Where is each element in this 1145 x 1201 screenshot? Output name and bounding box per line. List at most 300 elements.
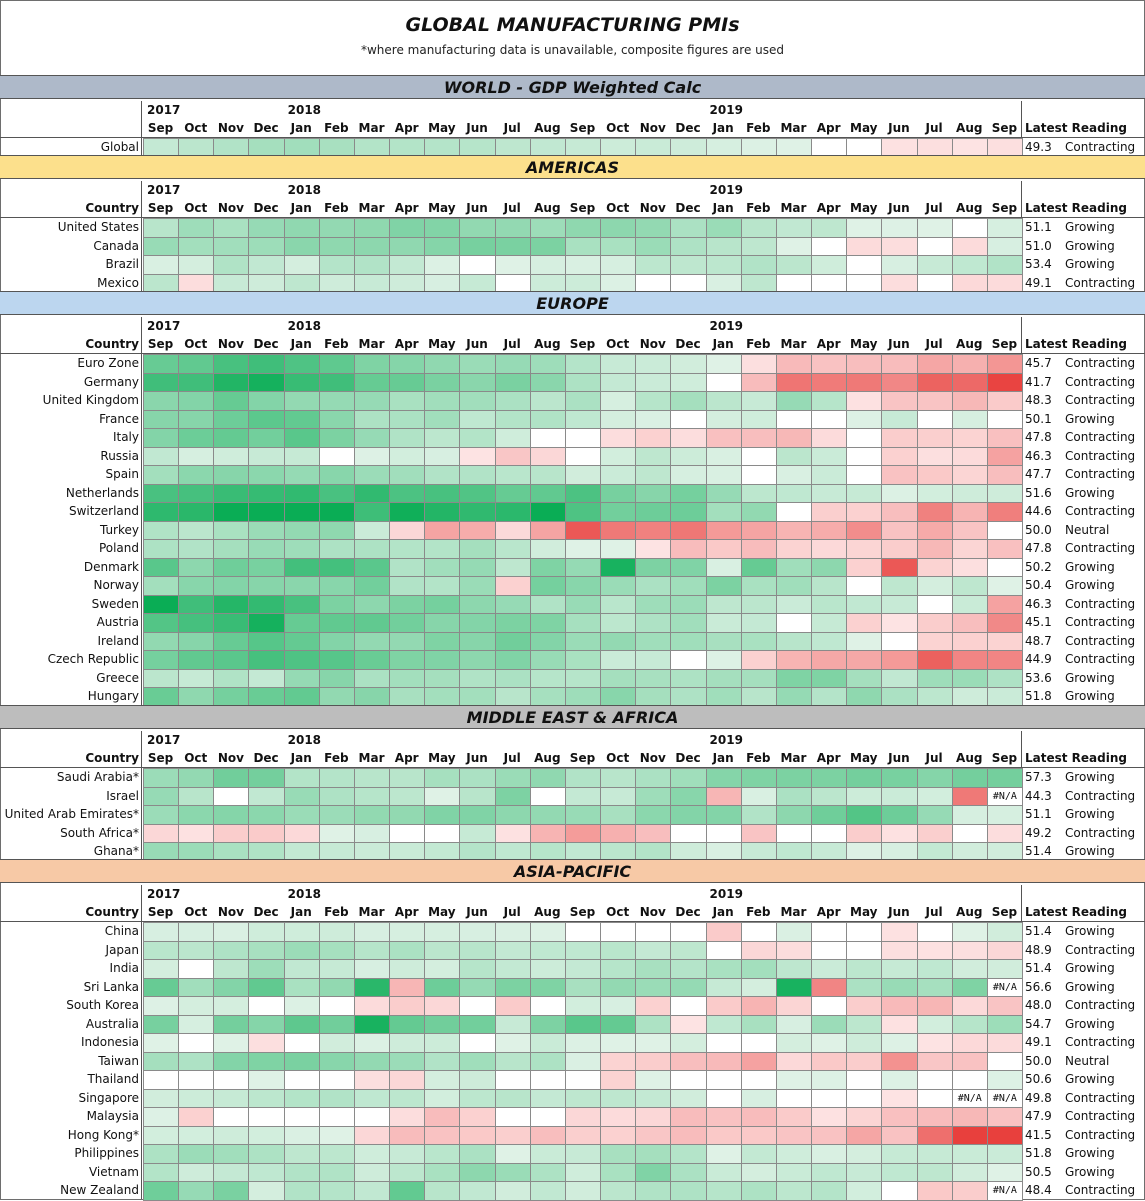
heatmap-cell: [495, 1181, 531, 1201]
heatmap-cell: [635, 768, 671, 788]
heatmap-cell: [213, 354, 249, 374]
heatmap-cell: [248, 805, 284, 825]
heatmap-cell: [284, 1033, 320, 1053]
year-label: 2019: [709, 887, 743, 901]
heatmap-cell: [213, 1015, 249, 1035]
month-tick-label: Nov: [639, 121, 666, 135]
heatmap-cell: [952, 959, 988, 979]
heatmap-cell: [284, 237, 320, 257]
heatmap-cell: [143, 978, 179, 998]
month-tick-label: Apr: [394, 121, 419, 135]
status-label: Growing: [1065, 578, 1115, 592]
heatmap-cell: [213, 922, 249, 942]
heatmap-cell: [178, 521, 214, 541]
heatmap-cell: [741, 1181, 777, 1201]
heatmap-cell: [811, 805, 847, 825]
heatmap-cell: [846, 558, 882, 578]
heatmap-cell: [811, 595, 847, 615]
month-tick-label: Sep: [147, 905, 174, 919]
country-label: Japan: [105, 942, 139, 957]
heatmap-cell: [881, 521, 917, 541]
heatmap-cell: [178, 465, 214, 485]
heatmap-cell: [881, 941, 917, 961]
heatmap-cell: [741, 391, 777, 411]
heatmap-cell: [530, 824, 566, 844]
heatmap-cell: [706, 687, 742, 707]
heatmap-cell: [670, 502, 706, 522]
country-label: Sri Lanka: [83, 979, 139, 994]
status-label: Growing: [1065, 770, 1115, 784]
heatmap-cell: [600, 558, 636, 578]
heatmap-cell: [178, 558, 214, 578]
country-label: Hong Kong*: [67, 1127, 139, 1142]
latest-value: 49.3: [1025, 140, 1052, 154]
heatmap-cell: [670, 521, 706, 541]
heatmap-cell: [213, 650, 249, 670]
heatmap-cell: [178, 502, 214, 522]
heatmap-cell: [143, 465, 179, 485]
month-tick-label: Jan: [290, 121, 312, 135]
heatmap-cell: [495, 558, 531, 578]
heatmap-cell: [143, 373, 179, 393]
heatmap-cell: [424, 1163, 460, 1183]
heatmap-cell: [213, 941, 249, 961]
status-label: Growing: [1065, 559, 1115, 574]
heatmap-cell: [565, 484, 601, 504]
heatmap-cell: [952, 922, 988, 942]
month-tick-label: Jun: [466, 905, 488, 919]
year-label: 2019: [709, 103, 743, 117]
heatmap-cell: [917, 521, 953, 541]
heatmap-cell: [881, 1052, 917, 1072]
month-tick-label: May: [428, 751, 456, 765]
heatmap-cell: [952, 1126, 988, 1146]
heatmap-cell: [319, 237, 355, 257]
month-tick-label: Mar: [780, 121, 807, 135]
heatmap-cell: [706, 959, 742, 979]
heatmap-cell: [459, 410, 495, 430]
heatmap-cell: [143, 613, 179, 633]
heatmap-cell: [881, 447, 917, 467]
heatmap-cell: [459, 978, 495, 998]
heatmap-cell: [424, 1089, 460, 1109]
heatmap-cell: [248, 632, 284, 652]
heatmap-cell: [952, 805, 988, 825]
heatmap-cell: [565, 959, 601, 979]
heatmap-cell: [213, 595, 249, 615]
heatmap-cell: [213, 521, 249, 541]
heatmap-cell: [354, 218, 390, 238]
heatmap-cell: [987, 687, 1023, 707]
heatmap-cell: [143, 558, 179, 578]
heatmap-cell: [811, 465, 847, 485]
heatmap-cell: [776, 1033, 812, 1053]
heatmap-cell: [284, 613, 320, 633]
heatmap-cell: [424, 996, 460, 1016]
country-label: India: [109, 961, 139, 975]
heatmap-cell: [600, 255, 636, 275]
heatmap-cell: [389, 824, 425, 844]
month-tick-label: Oct: [606, 121, 630, 135]
month-tick-label: May: [850, 751, 878, 765]
heatmap-cell: [917, 922, 953, 942]
heatmap-cell: [776, 1107, 812, 1127]
section-band: WORLD - GDP Weighted Calc: [0, 75, 1145, 99]
heatmap-cell: [846, 650, 882, 670]
heatmap-cell: [213, 805, 249, 825]
heatmap-cell: [741, 978, 777, 998]
heatmap-cell: [987, 613, 1023, 633]
month-tick-label: Feb: [324, 201, 349, 215]
heatmap-cell: [248, 558, 284, 578]
heatmap-cell: [987, 824, 1023, 844]
heatmap-cell: [389, 687, 425, 707]
country-label: Taiwan: [98, 1053, 139, 1068]
latest-value: 50.0: [1025, 1053, 1052, 1068]
month-tick-label: Dec: [675, 905, 701, 919]
heatmap-cell: [143, 787, 179, 807]
country-label: Turkey: [99, 522, 139, 537]
heatmap-cell: [424, 978, 460, 998]
heatmap-cell: [495, 1089, 531, 1109]
heatmap-cell: [459, 1089, 495, 1109]
heatmap-cell: [178, 539, 214, 559]
heatmap-cell: [495, 576, 531, 596]
heatmap-cell: [213, 237, 249, 257]
heatmap-cell: [952, 1144, 988, 1164]
latest-value: 57.3: [1025, 770, 1052, 784]
latest-value: 41.5: [1025, 1127, 1052, 1142]
heatmap-cell: [917, 255, 953, 275]
heatmap-cell: [354, 428, 390, 448]
status-label: Growing: [1065, 1072, 1115, 1086]
heatmap-cell: [776, 613, 812, 633]
heatmap-cell: [811, 996, 847, 1016]
heatmap-cell: [459, 1070, 495, 1090]
heatmap-cell: [319, 521, 355, 541]
heatmap-cell: [178, 218, 214, 238]
heatmap-cell: [987, 922, 1023, 942]
country-label: Switzerland: [69, 504, 139, 518]
heatmap-cell: [776, 354, 812, 374]
month-tick-label: Jan: [290, 751, 312, 765]
heatmap-cell: [495, 465, 531, 485]
heatmap-cell: [881, 1089, 917, 1109]
heatmap-cell: [389, 613, 425, 633]
heatmap-cell: [178, 1126, 214, 1146]
heatmap-cell: [530, 391, 566, 411]
heatmap-cell: [389, 1126, 425, 1146]
heatmap-cell: [776, 465, 812, 485]
heatmap-cell: [530, 1052, 566, 1072]
heatmap-cell: [284, 824, 320, 844]
heatmap-cell: [354, 521, 390, 541]
heatmap-cell: [213, 959, 249, 979]
status-label: Contracting: [1065, 275, 1136, 290]
heatmap-cell: [917, 996, 953, 1016]
year-label: 2018: [287, 183, 322, 197]
heatmap-cell: [143, 996, 179, 1016]
heatmap-cell: [178, 941, 214, 961]
heatmap-cell: [706, 410, 742, 430]
month-tick-label: Jan: [290, 201, 312, 215]
latest-value: 49.1: [1025, 1035, 1052, 1049]
heatmap-cell: [706, 576, 742, 596]
heatmap-cell: [213, 787, 249, 807]
heatmap-cell: [319, 447, 355, 467]
heatmap-cell: [600, 1107, 636, 1127]
heatmap-cell: [635, 484, 671, 504]
country-label: Canada: [93, 238, 139, 253]
heatmap-cell: [565, 669, 601, 689]
heatmap-cell: [706, 521, 742, 541]
heatmap-cell: [459, 632, 495, 652]
heatmap-cell: [917, 218, 953, 238]
heatmap-cell: [776, 373, 812, 393]
heatmap-cell: [600, 218, 636, 238]
heatmap-cell: [495, 428, 531, 448]
heatmap-cell: [881, 824, 917, 844]
latest-reading-header: Latest Reading: [1025, 905, 1127, 919]
heatmap-cell: [565, 354, 601, 374]
heatmap-cell: [635, 669, 671, 689]
heatmap-cell: [248, 465, 284, 485]
heatmap-cell: [987, 1126, 1023, 1146]
month-tick-label: Nov: [217, 337, 244, 351]
heatmap-cell: [424, 373, 460, 393]
heatmap-cell: [354, 354, 390, 374]
heatmap-cell: [389, 465, 425, 485]
heatmap-cell: [670, 768, 706, 788]
heatmap-cell: [811, 539, 847, 559]
heatmap-cell: [354, 595, 390, 615]
month-tick-label: Jul: [503, 905, 521, 919]
country-label: Poland: [98, 541, 139, 555]
heatmap-cell: [706, 1070, 742, 1090]
latest-value: 45.7: [1025, 356, 1052, 370]
heatmap-cell: [319, 354, 355, 374]
latest-value: 51.8: [1025, 1146, 1052, 1160]
heatmap-cell: [354, 558, 390, 578]
heatmap-cell: [178, 484, 214, 504]
heatmap-cell: [495, 539, 531, 559]
heatmap-cell: [354, 632, 390, 652]
heatmap-cell: [495, 768, 531, 788]
heatmap-cell: [284, 1089, 320, 1109]
heatmap-cell: [987, 805, 1023, 825]
month-tick-label: Mar: [780, 905, 807, 919]
heatmap-cell: [811, 237, 847, 257]
latest-value: 48.7: [1025, 633, 1052, 648]
country-label: Australia: [85, 1016, 139, 1031]
heatmap-cell: [354, 484, 390, 504]
heatmap-cell: [319, 824, 355, 844]
heatmap-cell: [881, 1163, 917, 1183]
heatmap-cell: [143, 410, 179, 430]
heatmap-cell: [811, 521, 847, 541]
heatmap-cell: [600, 539, 636, 559]
month-tick-label: Jul: [503, 121, 521, 135]
heatmap-cell: [354, 959, 390, 979]
month-tick-label: Nov: [639, 201, 666, 215]
heatmap-cell: [495, 941, 531, 961]
heatmap-cell: [530, 502, 566, 522]
heatmap-cell: [389, 237, 425, 257]
heatmap-cell: [178, 354, 214, 374]
heatmap-cell: [530, 373, 566, 393]
heatmap-cell: [354, 1163, 390, 1183]
latest-value: 50.6: [1025, 1072, 1052, 1086]
heatmap-cell: [424, 805, 460, 825]
heatmap-cell: [670, 996, 706, 1016]
heatmap-cell: [424, 539, 460, 559]
heatmap-cell: [881, 410, 917, 430]
heatmap-cell: [143, 768, 179, 788]
heatmap-cell: [741, 824, 777, 844]
heatmap-cell: [459, 768, 495, 788]
heatmap-cell: [917, 1070, 953, 1090]
heatmap-cell: [881, 576, 917, 596]
heatmap-cell: [248, 768, 284, 788]
heatmap-cell: [354, 502, 390, 522]
heatmap-cell: [459, 354, 495, 374]
heatmap-cell: [881, 428, 917, 448]
heatmap-cell: [565, 632, 601, 652]
heatmap-cell: [776, 632, 812, 652]
heatmap-cell: [600, 996, 636, 1016]
heatmap-cell: [987, 996, 1023, 1016]
heatmap-cell: [354, 824, 390, 844]
month-tick-label: Sep: [147, 201, 174, 215]
heatmap-cell: [706, 237, 742, 257]
heatmap-cell: [952, 484, 988, 504]
heatmap-cell: [600, 447, 636, 467]
heatmap-cell: [670, 447, 706, 467]
heatmap-cell: [635, 521, 671, 541]
heatmap-cell: [459, 521, 495, 541]
month-tick-label: Sep: [147, 751, 174, 765]
month-tick-label: Jan: [712, 905, 734, 919]
heatmap-cell: [952, 687, 988, 707]
month-tick-label: Mar: [358, 905, 385, 919]
heatmap-cell: [284, 1144, 320, 1164]
heatmap-cell: [776, 484, 812, 504]
heatmap-cell: [776, 539, 812, 559]
heatmap-cell-na: #N/A: [987, 1181, 1023, 1201]
heatmap-cell: [952, 465, 988, 485]
status-label: Growing: [1065, 961, 1115, 975]
status-label: Growing: [1065, 485, 1115, 500]
heatmap-cell: [917, 391, 953, 411]
heatmap-cell: [459, 595, 495, 615]
latest-value: 44.6: [1025, 504, 1052, 518]
heatmap-cell: [846, 1163, 882, 1183]
heatmap-cell: [143, 824, 179, 844]
status-label: Contracting: [1065, 1127, 1136, 1142]
heatmap-cell: [424, 595, 460, 615]
month-tick-label: Jun: [466, 201, 488, 215]
heatmap-cell: [284, 669, 320, 689]
latest-value: 49.8: [1025, 1090, 1052, 1105]
month-tick-label: Oct: [606, 751, 630, 765]
heatmap-cell: [811, 391, 847, 411]
heatmap-cell: [952, 941, 988, 961]
latest-value: 51.1: [1025, 220, 1052, 234]
heatmap-cell: [846, 1033, 882, 1053]
status-label: Contracting: [1065, 1035, 1136, 1049]
heatmap-cell: [565, 539, 601, 559]
heatmap-cell: [741, 805, 777, 825]
heatmap-cell: [987, 465, 1023, 485]
heatmap-cell: [354, 373, 390, 393]
heatmap-cell: [319, 768, 355, 788]
heatmap-cell: [741, 428, 777, 448]
heatmap-cell: [635, 373, 671, 393]
heatmap-cell: [495, 632, 531, 652]
month-tick-label: Dec: [253, 201, 279, 215]
heatmap-cell: [530, 255, 566, 275]
heatmap-cell: [319, 959, 355, 979]
heatmap-cell: [389, 650, 425, 670]
heatmap-cell: [565, 502, 601, 522]
heatmap-cell: [143, 1163, 179, 1183]
heatmap-cell: [530, 1144, 566, 1164]
heatmap-cell: [776, 824, 812, 844]
heatmap-cell: [319, 978, 355, 998]
heatmap-cell: [846, 410, 882, 430]
heatmap-cell: [952, 218, 988, 238]
heatmap-cell: [600, 465, 636, 485]
latest-value: 54.7: [1025, 1016, 1052, 1031]
heatmap-cell: [670, 465, 706, 485]
year-label: 2017: [147, 319, 181, 333]
heatmap-cell: [495, 1163, 531, 1183]
heatmap-cell: [530, 805, 566, 825]
heatmap-cell: [670, 922, 706, 942]
country-column-header: Country: [85, 337, 139, 351]
heatmap-cell: [530, 1089, 566, 1109]
month-tick-label: Jul: [925, 905, 943, 919]
heatmap-cell: [143, 354, 179, 374]
heatmap-cell: [881, 1015, 917, 1035]
month-tick-label: Apr: [816, 905, 841, 919]
heatmap-cell: [776, 255, 812, 275]
heatmap-cell: [987, 502, 1023, 522]
country-label: Vietnam: [88, 1164, 139, 1179]
heatmap-cell: [600, 410, 636, 430]
heatmap-cell: [143, 1126, 179, 1146]
heatmap-cell: [424, 632, 460, 652]
heatmap-cell: [635, 391, 671, 411]
heatmap-cell: [952, 558, 988, 578]
heatmap-cell: [495, 650, 531, 670]
heatmap-cell: [987, 391, 1023, 411]
month-tick-label: May: [428, 337, 456, 351]
heatmap-cell: [987, 669, 1023, 689]
heatmap-cell: [846, 1181, 882, 1201]
heatmap-cell: [319, 1181, 355, 1201]
heatmap-cell: [881, 354, 917, 374]
heatmap-cell: [706, 805, 742, 825]
month-tick-label: Jul: [925, 201, 943, 215]
heatmap-cell: [565, 1107, 601, 1127]
heatmap-cell: [178, 410, 214, 430]
heatmap-cell: [284, 1163, 320, 1183]
heatmap-cell: [706, 941, 742, 961]
heatmap-cell: [389, 1089, 425, 1109]
heatmap-cell: [354, 669, 390, 689]
heatmap-cell: [459, 428, 495, 448]
